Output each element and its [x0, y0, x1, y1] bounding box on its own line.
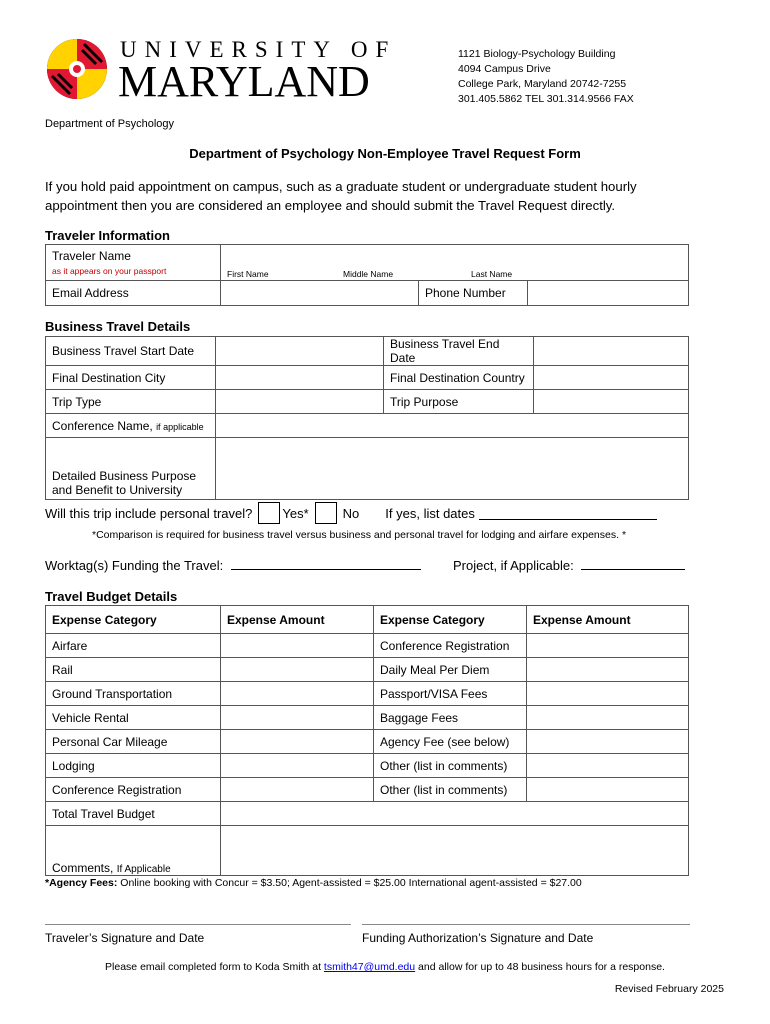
email-label: Email Address [52, 286, 129, 300]
address-line: 4094 Campus Drive [458, 63, 551, 75]
destination-city-field[interactable] [216, 366, 384, 390]
no-label: No [342, 505, 360, 521]
address-block [458, 47, 634, 107]
expense-amount-field[interactable] [527, 730, 689, 754]
expense-amount-field[interactable] [221, 754, 374, 778]
expense-row-label: Conference Registration [46, 778, 221, 802]
footer-text: Please email completed form to Koda Smith at [105, 961, 321, 973]
business-heading: Business Travel Details [45, 319, 191, 334]
expense-amount-field[interactable] [221, 778, 374, 802]
dates-field[interactable] [479, 507, 657, 520]
col-expense-category: Expense Category [374, 606, 527, 634]
address-line: 1121 Biology-Psychology Building [458, 48, 616, 60]
worktag-row [45, 557, 421, 573]
comments-note: If Applicable [116, 864, 171, 875]
phone-field[interactable] [528, 281, 688, 305]
address-line: College Park, Maryland 20742-7255 [458, 78, 627, 90]
expense-row-label: Daily Meal Per Diem [374, 658, 527, 682]
personal-travel-row [45, 502, 657, 524]
col-expense-amount: Expense Amount [527, 606, 689, 634]
expense-amount-field[interactable] [527, 706, 689, 730]
email-label-cell [46, 281, 221, 306]
conference-label-cell [46, 414, 216, 438]
expense-row-label: Ground Transportation [46, 682, 221, 706]
yes-label: Yes* [282, 505, 309, 521]
expense-row-label: Personal Car Mileage [46, 730, 221, 754]
no-checkbox[interactable] [315, 502, 337, 524]
dates-label: If yes, list dates [385, 505, 475, 521]
business-table [45, 336, 689, 500]
passport-note: as it appears on your passport [52, 266, 167, 276]
worktag-label: Worktag(s) Funding the Travel: [45, 558, 224, 573]
phone-cell [419, 281, 689, 306]
traveler-signature-line[interactable] [45, 924, 351, 925]
destination-city-label: Final Destination City [46, 366, 216, 390]
personal-travel-question: Will this trip include personal travel? [45, 505, 253, 521]
expense-row-label: Airfare [46, 634, 221, 658]
department-name: Department of Psychology [45, 118, 175, 130]
purpose-label-line1: Detailed Business Purpose [52, 469, 197, 483]
agency-fees-label: *Agency Fees: [45, 877, 118, 889]
budget-heading: Travel Budget Details [45, 589, 178, 604]
expense-amount-field[interactable] [527, 778, 689, 802]
purpose-label-cell [46, 438, 216, 500]
end-date-field[interactable] [534, 337, 689, 366]
footer-instructions [0, 961, 770, 973]
expense-row-label: Baggage Fees [374, 706, 527, 730]
expense-amount-field[interactable] [527, 634, 689, 658]
form-title: Department of Psychology Non-Employee Travel Request Form [189, 146, 581, 161]
business-purpose-field[interactable] [216, 438, 689, 500]
footer-text: and allow for up to 48 business hours for a response. [418, 961, 665, 973]
conference-label: Conference Name, [52, 418, 153, 433]
traveler-name-label: Traveler Name [52, 249, 131, 263]
expense-row-label: Conference Registration [374, 634, 527, 658]
agency-fees-note [45, 877, 582, 889]
comparison-note: *Comparison is required for business travel versus business and personal travel for lodging and airfare expenses. * [92, 529, 627, 541]
total-budget-label: Total Travel Budget [46, 802, 221, 826]
total-budget-field[interactable] [221, 802, 689, 826]
conference-note: if applicable [156, 421, 204, 432]
col-expense-amount: Expense Amount [221, 606, 374, 634]
expense-row-label: Agency Fee (see below) [374, 730, 527, 754]
first-name-label: First Name [227, 269, 269, 279]
university-wordmark-main: MARYLAND [118, 57, 370, 106]
start-date-label: Business Travel Start Date [46, 337, 216, 366]
agency-fees-text: Online booking with Concur = $3.50; Agent-assisted = $25.00 International agent-assisted = $27.00 [120, 877, 582, 889]
funding-signature-label: Funding Authorization’s Signature and Date [362, 931, 594, 945]
trip-type-label: Trip Type [46, 390, 216, 414]
purpose-label-line2: and Benefit to University [52, 483, 183, 497]
worktag-field[interactable] [231, 557, 421, 570]
expense-amount-field[interactable] [221, 682, 374, 706]
address-line: 301.405.5862 TEL 301.314.9566 FAX [458, 93, 634, 105]
traveler-signature-label: Traveler’s Signature and Date [45, 931, 205, 945]
expense-amount-field[interactable] [221, 706, 374, 730]
middle-name-label: Middle Name [343, 269, 394, 279]
expense-amount-field[interactable] [221, 634, 374, 658]
expense-row-label: Other (list in comments) [374, 778, 527, 802]
traveler-name-cell [46, 245, 221, 281]
project-field[interactable] [581, 557, 685, 570]
funding-signature-line[interactable] [362, 924, 690, 925]
yes-checkbox[interactable] [258, 502, 280, 524]
phone-label: Phone Number [419, 281, 528, 305]
expense-row-label: Passport/VISA Fees [374, 682, 527, 706]
destination-country-field[interactable] [534, 366, 689, 390]
expense-amount-field[interactable] [527, 658, 689, 682]
contact-email-link[interactable]: tsmith47@umd.edu [323, 961, 416, 973]
project-label: Project, if Applicable: [453, 558, 574, 573]
comments-label: Comments, [52, 861, 114, 875]
destination-country-label: Final Destination Country [384, 366, 534, 390]
trip-type-field[interactable] [216, 390, 384, 414]
conference-field[interactable] [216, 414, 689, 438]
traveler-heading: Traveler Information [45, 228, 170, 243]
project-row [453, 557, 685, 573]
revision-date: Revised February 2025 [614, 983, 724, 995]
university-wordmark-top: UNIVERSITY OF [120, 37, 397, 62]
expense-amount-field[interactable] [221, 658, 374, 682]
end-date-label: Business Travel End Date [384, 337, 534, 366]
trip-purpose-label: Trip Purpose [384, 390, 534, 414]
expense-amount-field[interactable] [527, 754, 689, 778]
expense-row-label: Lodging [46, 754, 221, 778]
expense-row-label: Vehicle Rental [46, 706, 221, 730]
expense-amount-field[interactable] [221, 730, 374, 754]
trip-purpose-field[interactable] [534, 390, 689, 414]
traveler-name-input[interactable] [221, 245, 689, 281]
comments-field[interactable] [221, 826, 689, 876]
comments-label-cell [46, 826, 221, 876]
email-field[interactable] [221, 281, 419, 306]
expense-row-label: Rail [46, 658, 221, 682]
expense-row-label: Other (list in comments) [374, 754, 527, 778]
start-date-field[interactable] [216, 337, 384, 366]
traveler-table [45, 244, 689, 306]
expense-amount-field[interactable] [527, 682, 689, 706]
col-expense-category: Expense Category [46, 606, 221, 634]
intro-text: If you hold paid appointment on campus, such as a graduate student or undergraduate student hourly appointment then you are considered an employee and should submit the Travel Request directly. [45, 179, 637, 213]
last-name-label: Last Name [471, 269, 513, 279]
budget-table [45, 605, 689, 876]
university-seal-logo [44, 36, 110, 102]
